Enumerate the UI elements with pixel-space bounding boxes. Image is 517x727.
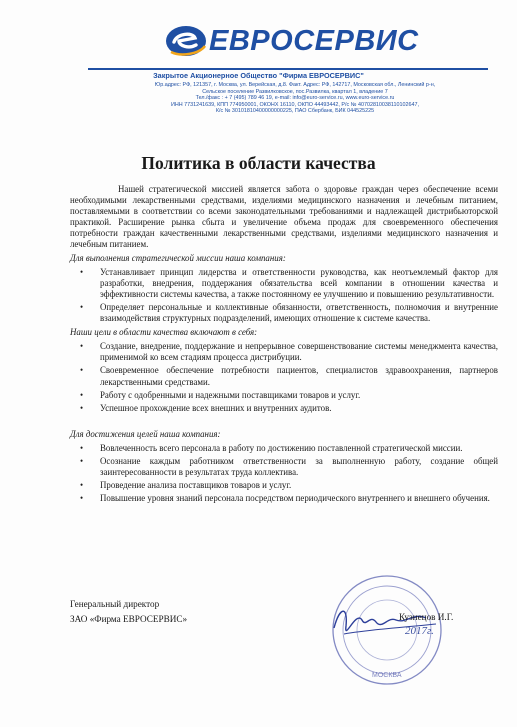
- section-heading: Наши цели в области качества включают в себя:: [70, 327, 258, 338]
- logo-wordmark: [209, 24, 419, 58]
- bullet-icon: •: [80, 442, 84, 453]
- requisites-line: Юр.адрес: РФ, 121357, г. Москва, ул. Верейская, д.8. Факт. Адрес: РФ, 142717, Московская обл., Ленинский р-н,: [154, 82, 436, 88]
- signatory-company: ЗАО «Фирма ЕВРОСЕРВИС»: [70, 614, 188, 624]
- list-item-text: Работу с одобренными и надежными поставщиками товаров и услуг.: [100, 389, 361, 400]
- company-logo: [165, 20, 419, 62]
- list-item-text: Вовлеченность всего персонала в работу по достижению поставленной стратегической миссии.: [100, 442, 463, 453]
- bullet-list: [70, 267, 498, 324]
- section-heading: Для достижения целей наша компания:: [70, 428, 221, 439]
- list-item-text: Успешное прохождение всех внешних и внутренних аудитов.: [100, 402, 332, 413]
- section-heading: Для выполнения стратегической миссии наша компания:: [70, 252, 286, 263]
- logo-part1: ЕВРО: [209, 25, 294, 57]
- list-item-text: Своевременное обеспечение потребности пациентов, специалистов здравоохранения, партнеров лекарственными средствами.: [100, 365, 498, 387]
- bullet-icon: •: [80, 341, 84, 352]
- list-item: [80, 341, 498, 363]
- bullet-icon: •: [80, 266, 84, 277]
- list-item-text: Определяет персональные и коллективные обязанности, ответственность, полномочия и внутренние взаимодействия структурных подразделений, имеющих отношение к системе качества.: [100, 301, 498, 324]
- company-requisites: [70, 82, 517, 115]
- list-item-text: Устанавливает принцип лидерства и ответственности руководства, как неотъемлемый фактор для разработки, внедрения, поддержания обязательства всей компании в отношении качества и эффективности системы качества, а также постоянному ее улучшению и повышению результативности.: [100, 266, 498, 299]
- list-item-text: Создание, внедрение, поддержание и непрерывное совершенствование системы менеджмента качества, применимой ко всем стадиям процесса дистрибуции.: [100, 341, 498, 363]
- handwritten-signature: [326, 598, 456, 653]
- bullet-icon: •: [80, 493, 84, 504]
- requisites-line: Тел./факс : + 7 (495) 789 46 19, e-mail: info@euro-service.ru, www.euro-service.ru: [195, 95, 395, 102]
- spacer: [70, 417, 498, 427]
- signatory-name: Кузнецов И.Г.: [399, 612, 454, 622]
- list-item-text: Проведение анализа поставщиков товаров и услуг.: [100, 480, 292, 491]
- document-body: [70, 184, 498, 507]
- bullet-icon: •: [80, 389, 84, 400]
- list-item: [80, 480, 498, 491]
- bullet-list: [70, 443, 498, 504]
- bullet-icon: •: [80, 402, 84, 413]
- bullet-icon: •: [80, 365, 84, 376]
- euroservice-logo-icon: [165, 24, 207, 58]
- list-item-text: Повышение уровня знаний персонала посредством периодического внутреннего и внешнего обучения.: [100, 493, 490, 504]
- logo-part2: СЕРВИС: [293, 25, 419, 57]
- stamp-city-text: МОСКВА: [372, 672, 402, 679]
- signatory-position: Генеральный директор: [70, 599, 160, 609]
- bullet-icon: •: [80, 301, 84, 312]
- header-rule: [88, 68, 488, 70]
- requisites-line: Сельское поселение Развилковское, пос.Развилка, квартал 1, владение 7: [202, 88, 388, 95]
- bullet-icon: •: [80, 480, 84, 491]
- handwritten-date: 2017г.: [405, 625, 434, 637]
- list-item: [80, 365, 498, 387]
- intro-paragraph: Нашей стратегической миссией является забота о здоровье граждан через обеспечение всеми необходимыми лекарственными средствами, изделиями медицинского назначения и лечебным питанием, поставляемыми в соответствии со всеми законодательными требованиями и надлежащей дистрибьюторской практикой. Расширение рынка сбыта и увеличение объема продаж для своевременного обеспечения потребности граждан качественными лекарственными средствами, изделиями медицинского назначения и лечебным питанием.: [70, 184, 498, 250]
- list-item: [80, 389, 498, 401]
- company-name: Закрытое Акционерное Общество "Фирма ЕВРОСЕРВИС": [153, 71, 364, 80]
- requisites-line: К/с № 30101810400000000225, ПАО Сбербанк, БИК 044525225: [215, 108, 375, 115]
- list-item: [80, 493, 498, 504]
- signature-block: [70, 597, 187, 627]
- document-title: Политика в области качества: [141, 153, 376, 173]
- list-item: [80, 442, 498, 454]
- bullet-icon: •: [80, 455, 84, 466]
- list-item-text: Осознание каждым работником ответственности за выполненную работу, создание общей заинтересованности в результатах труда коллектива.: [100, 455, 498, 478]
- list-item: [80, 402, 498, 414]
- bullet-list: [70, 341, 498, 414]
- list-item: [80, 266, 498, 300]
- list-item: [80, 455, 498, 478]
- list-item: [80, 301, 498, 324]
- requisites-line: ИНН 7731241639, КПП 774950001, ОКОНХ 16110, ОКПО 44493442, Р/с № 40702810038110102647,: [170, 101, 420, 108]
